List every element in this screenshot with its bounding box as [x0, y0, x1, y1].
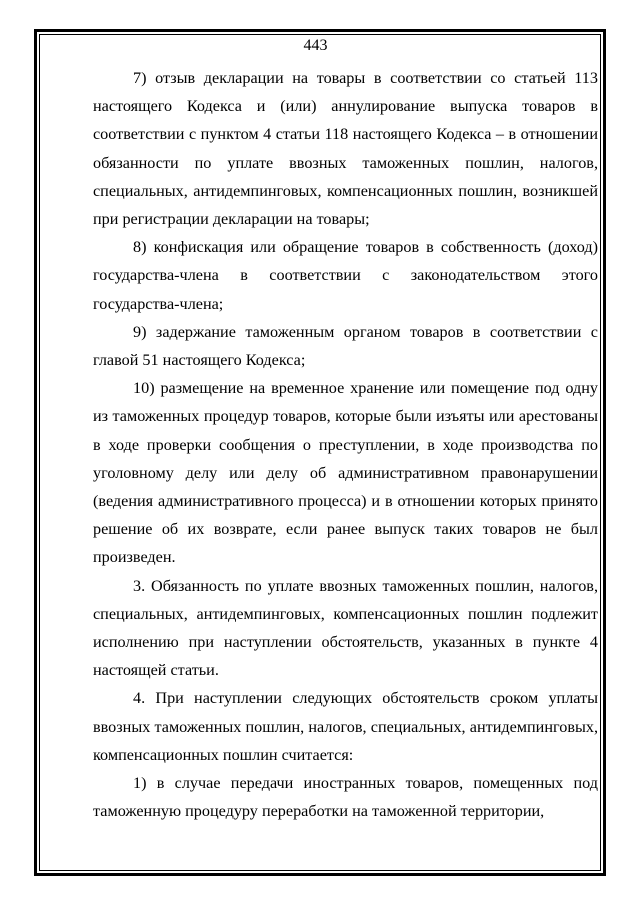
paragraph-section-4: 4. При наступлении следующих обстоятельств сроком уплаты ввозных таможенных пошлин, налогов, специальных, антидемпинговых, компенсационных пошлин считается:: [93, 689, 598, 764]
paragraph-subitem-1: 1) в случае передачи иностранных товаров, помещенных под таможенную процедуру переработки на таможенной территории,: [93, 774, 598, 821]
paragraph-item-7: 7) отзыв декларации на товары в соответствии со статьей 113 настоящего Кодекса и (или) аннулирование выпуска товаров в соответствии с пунктом 4 статьи 118 настоящего Кодекса – в отношении обязанности по уплате ввозных таможенных пошлин, налогов, специальных, антидемпинговых, компенсационных пошлин, возникшей при регистрации декларации на товары;: [93, 69, 598, 229]
document-body: [93, 36, 598, 825]
paragraph-item-9: 9) задержание таможенным органом товаров в соответствии с главой 51 настоящего Кодекса;: [93, 322, 598, 370]
paragraph-section-3: 3. Обязанность по уплате ввозных таможенных пошлин, налогов, специальных, антидемпинговых, компенсационных пошлин подлежит исполнению при наступлении обстоятельств, указанных в пункте 4 настоящей статьи.: [93, 576, 598, 680]
paragraph-item-10: 10) размещение на временное хранение или помещение под одну из таможенных процедур товаров, которые были изъяты или арестованы в ходе проверки сообщения о преступлении, в ходе производства по уголовному делу или делу об административном правонарушении (ведения административного процесса) и в отношении которых принято решение об их возврате, если ранее выпуск таких товаров не был произведен.: [93, 379, 598, 567]
paragraph-item-8: 8) конфискация или обращение товаров в собственность (доход) государства-члена в соответствии с законодательством этого государства-члена;: [93, 238, 598, 313]
page-number: 443: [303, 37, 328, 54]
